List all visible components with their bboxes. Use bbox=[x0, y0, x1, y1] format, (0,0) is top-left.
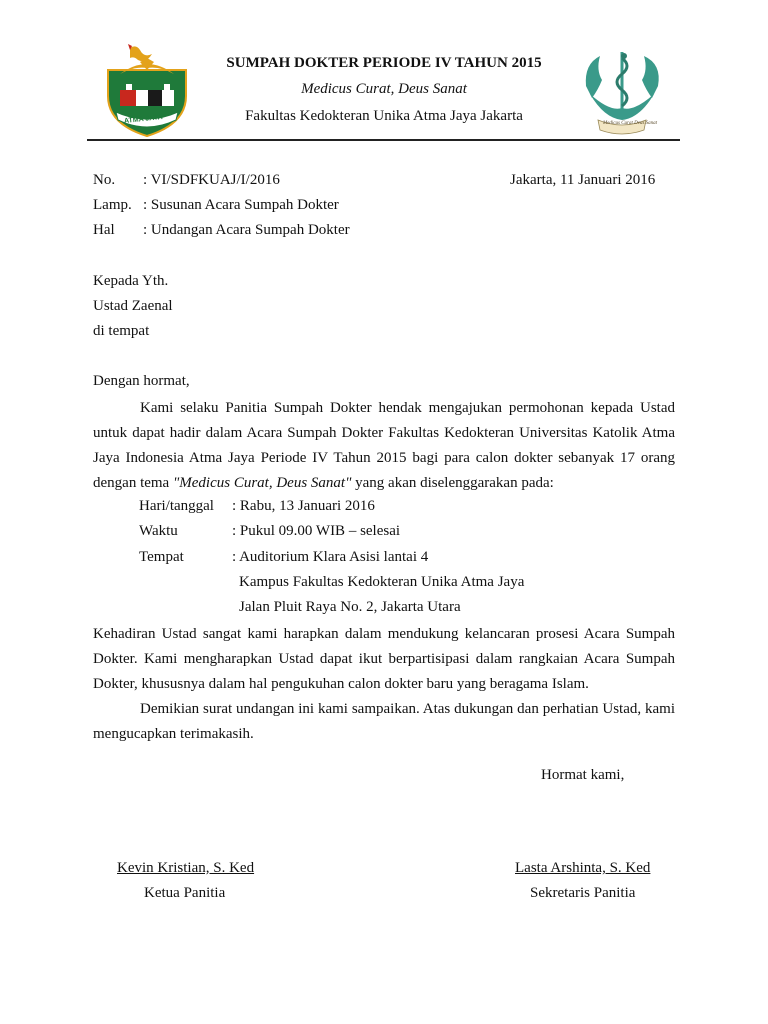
hal-label: Hal bbox=[93, 222, 115, 238]
paragraph-intro bbox=[93, 396, 675, 496]
ref-no-label: No. bbox=[93, 172, 116, 188]
paragraph-intro-tail: yang akan diselenggarakan pada: bbox=[351, 475, 554, 491]
detail-place-line: Jalan Pluit Raya No. 2, Jakarta Utara bbox=[239, 599, 461, 615]
detail-place-line: Kampus Fakultas Kedokteran Unika Atma Jaya bbox=[239, 574, 525, 590]
emblem-ribbon-text: Medicus Curat Deus Sanat bbox=[603, 121, 658, 126]
detail-place-value: : Auditorium Klara Asisi lantai 4 bbox=[232, 549, 429, 565]
crest-banner-text: ATMA JAYA bbox=[123, 113, 164, 126]
detail-place-label: Tempat bbox=[139, 549, 184, 565]
paragraph-intro-text: Kami selaku Panitia Sumpah Dokter hendak mengajukan permohonan kepada Ustad untuk dapat hadir dalam Acara Sumpah Dokter Fakultas Kedokteran Universitas Katolik Atma Jaya Indonesia Atma Jaya Periode IV Tahun 2015 bagi para calon dokter sebanyak 17 orang dengan tema bbox=[93, 400, 675, 491]
recipient-line: di tempat bbox=[93, 323, 150, 339]
paragraph-attendance: Kehadiran Ustad sangat kami harapkan dalam mendukung kelancaran prosesi Acara Sumpah Dokter. Kami mengharapkan Ustad dapat ikut berpartisipasi dalam rangkaian Acara Sumpah Dokter, khususnya dalam hal pengukuhan calon dokter baru yang beragama Islam. bbox=[93, 626, 675, 692]
recipient-line: Kepada Yth. bbox=[93, 273, 169, 289]
letterhead-faculty: Fakultas Kedokteran Unika Atma Jaya Jakarta bbox=[245, 108, 523, 124]
event-theme: "Medicus Curat, Deus Sanat" bbox=[172, 475, 352, 491]
ref-no-value: : VI/SDFKUAJ/I/2016 bbox=[143, 172, 280, 188]
greeting: Dengan hormat, bbox=[93, 373, 190, 389]
lamp-label: Lamp. bbox=[93, 197, 132, 213]
detail-time-label: Waktu bbox=[139, 523, 178, 539]
recipient-line: Ustad Zaenal bbox=[93, 298, 173, 314]
letterhead-title: SUMPAH DOKTER PERIODE IV TAHUN 2015 bbox=[226, 55, 542, 71]
signer-left-role: Ketua Panitia bbox=[144, 885, 226, 901]
detail-time-value: : Pukul 09.00 WIB – selesai bbox=[232, 523, 401, 539]
detail-day-label: Hari/tanggal bbox=[139, 498, 214, 514]
signer-right-name: Lasta Arshinta, S. Ked bbox=[515, 860, 651, 876]
detail-day-value: : Rabu, 13 Januari 2016 bbox=[232, 498, 375, 514]
letter-date: Jakarta, 11 Januari 2016 bbox=[510, 172, 656, 188]
signer-right-role: Sekretaris Panitia bbox=[530, 885, 636, 901]
signer-left-name: Kevin Kristian, S. Ked bbox=[117, 860, 255, 876]
letterhead-motto: Medicus Curat, Deus Sanat bbox=[301, 81, 467, 97]
closing-salutation: Hormat kami, bbox=[541, 767, 625, 783]
hal-value: : Undangan Acara Sumpah Dokter bbox=[143, 222, 350, 238]
header-divider bbox=[87, 139, 680, 141]
paragraph-closing: Demikian surat undangan ini kami sampaikan. Atas dukungan dan perhatian Ustad, kami mengucapkan terimakasih. bbox=[93, 701, 675, 742]
lamp-value: : Susunan Acara Sumpah Dokter bbox=[143, 197, 339, 213]
